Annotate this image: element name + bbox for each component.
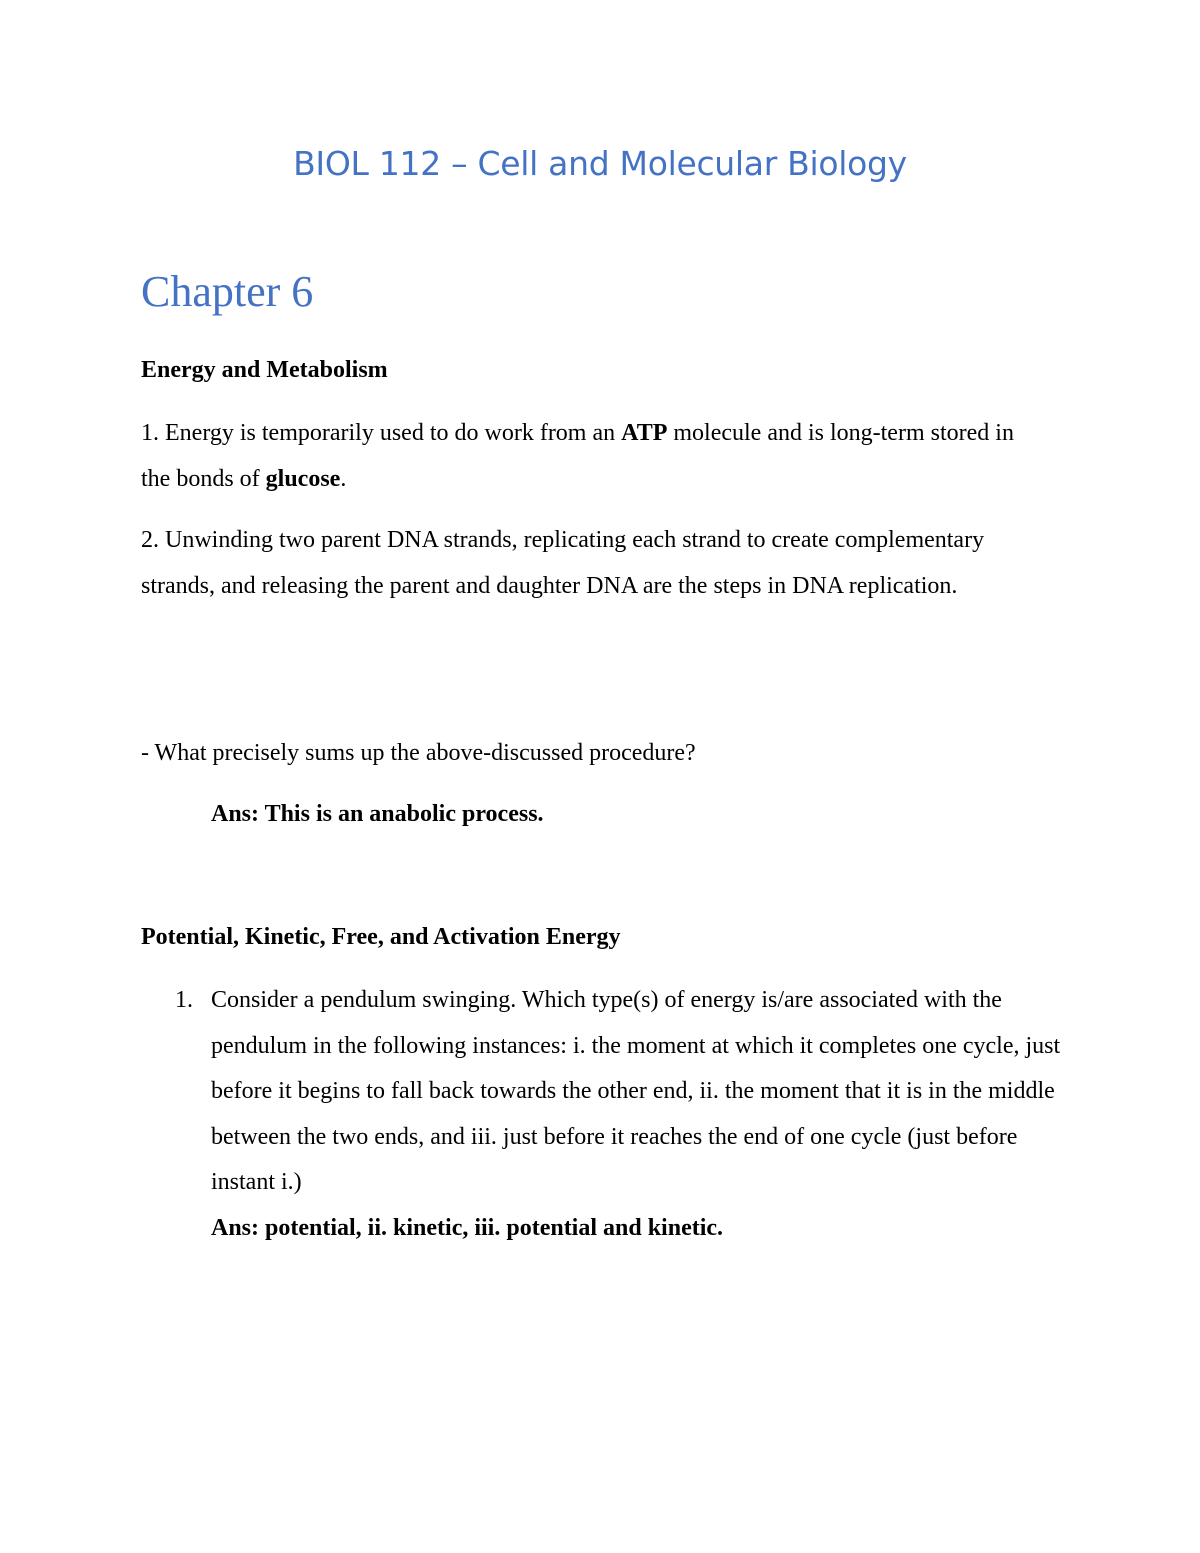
course-title: BIOL 112 – Cell and Molecular Biology <box>293 144 907 183</box>
paragraph-item-2: 2. Unwinding two parent DNA strands, replicating each strand to create complementary strands, and releasing the parent and daughter DNA are the steps in DNA replication. <box>141 527 985 599</box>
section-heading-energy-metabolism: Energy and Metabolism <box>141 357 388 383</box>
list-item-number: 1. <box>175 987 193 1013</box>
list-item-body <box>211 978 1061 1251</box>
question-text: - What precisely sums up the above-discussed procedure? <box>141 740 696 766</box>
paragraph-item-1-middle: molecule and is long-term stored in the bonds of <box>141 420 1014 492</box>
answer-text: Ans: This is an anabolic process. <box>211 801 544 827</box>
paragraph-item-1-glucose: glucose <box>265 465 341 492</box>
chapter-title: Chapter 6 <box>141 267 314 316</box>
paragraph-item-1-prefix: 1. Energy is temporarily used to do work from an <box>141 420 622 446</box>
list-item-text: Consider a pendulum swinging. Which type(s) of energy is/are associated with the pendulum in the following instances: i. the moment at which it completes one cycle, just before it begins to fall back towards the other end, ii. the moment that it is in the middle between the two ends, and iii. just before it reaches the end of one cycle (just before instant i.) <box>211 987 1061 1195</box>
paragraph-item-1 <box>141 411 1041 502</box>
list-item-answer: Ans: potential, ii. kinetic, iii. potential and kinetic. <box>211 1214 724 1241</box>
paragraph-item-1-suffix: . <box>340 465 347 492</box>
paragraph-item-1-atp: ATP <box>621 420 668 446</box>
section-heading-energy-types: Potential, Kinetic, Free, and Activation Energy <box>141 924 621 950</box>
